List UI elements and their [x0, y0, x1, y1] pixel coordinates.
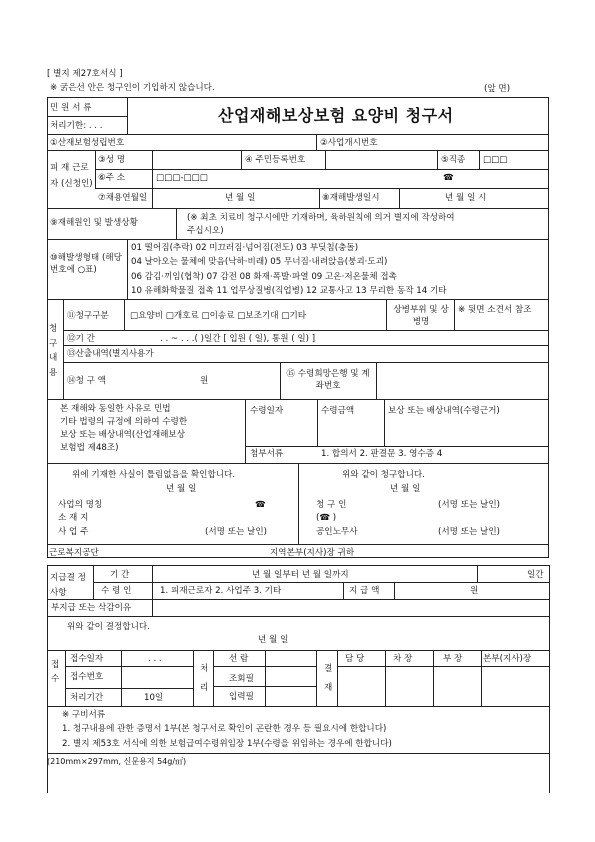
bank-label: ⑮ 수령희망은행 및 계좌번호	[286, 369, 370, 392]
hire-date-value: 년 월 일	[225, 193, 256, 203]
receipt-no-label: 접수번호	[70, 672, 104, 682]
accident-type-line: 04 날아오는 물체에 맞음(낙하·비래) 05 무너짐·내려앉음(붕괴·도괴)	[131, 257, 388, 267]
job-label: ⑤직종	[441, 155, 466, 165]
accident-type-line: 01 떨어짐(추락) 02 미끄러짐·넘어짐(전도) 03 부딪침(충돌)	[131, 243, 359, 253]
claim-category-label: ⑪청구구분	[67, 311, 109, 321]
claimant-seal: (서명 또는 날인)	[438, 500, 500, 510]
name-label: ③성 명	[98, 155, 126, 165]
payment-period-value: 년 월 일부터 년 월 일까지	[252, 570, 349, 580]
deadline-label: 처리기한: . . .	[50, 121, 103, 131]
period-label: ⑫기 간	[67, 334, 95, 344]
agency-name: 근로복지공단	[49, 548, 99, 558]
accident-type-label: ⑩해발생형태 (해당번호에 ○표)	[50, 253, 122, 276]
claimant-label: 청 구 인	[316, 500, 347, 510]
process-deadline-label: 처리기간	[70, 693, 104, 703]
cause-note-line1: (※ 최초 치료비 청구시에만 기재하며, 육하원칙에 의거 별지에 작성하여	[187, 213, 455, 223]
doc-item: 1. 청구내용에 관한 증명서 1부(본 청구서로 확인이 곤란한 경우 등 필요시에 한합니다)	[62, 724, 387, 734]
attachments-list: 1. 합의서 2. 판결문 3. 영수증 4	[321, 449, 443, 459]
paper-spec: (210mm×297mm, 신문용지 54g/㎡)	[47, 757, 187, 766]
comp-text: 기타 법령의 규정에 의하여 수령한	[60, 417, 188, 427]
role-deputy: 차 장	[393, 654, 413, 664]
receipt-date-label: 접수일자	[70, 654, 104, 664]
pay-amount-label: 지 급 액	[349, 586, 380, 596]
comp-text: 본 재해와 동일한 사유로 민법	[60, 404, 171, 414]
recipient-label: 수 령 인	[101, 586, 132, 596]
docs-title: ※ 구비서류	[62, 710, 106, 720]
reception-label: 민 원 서 류	[50, 103, 92, 113]
decision-text: 위와 같이 결정합니다.	[67, 622, 150, 632]
comp-text: 보험법 제48조)	[60, 443, 119, 453]
claim-side-label: 청 구 내 용	[49, 324, 58, 378]
attachments-label: 첨부서류	[250, 449, 284, 459]
injured-worker-label: 피 재 근로자 (신청인)	[50, 163, 93, 190]
resident-no-label: ④ 주민등록번호	[245, 155, 306, 165]
period-value: . . ~ . . .( )일간 [ 입원 ( 일), 통원 ( 일) ]	[160, 334, 316, 344]
role-staff: 담 당	[345, 654, 365, 664]
employer-seal: (서명 또는 날인)	[205, 527, 267, 537]
accident-date-label: ⑧재해발생일시	[322, 193, 380, 203]
form-number: [ 별지 제27호서식 ]	[47, 69, 123, 79]
addressee-label: 지역본부(지사)장 귀하	[270, 548, 355, 558]
cause-label: ⑨재해원인 및 발생상황	[50, 218, 138, 228]
back-note: ※ 뒷면 소견서 참조	[458, 305, 532, 315]
calc-label: ⑬산출내역(별지사용가	[67, 349, 154, 359]
insurance-no-label: ①산재보험성립번호	[50, 138, 125, 148]
accident-date-value: 년 월 일 시	[445, 193, 487, 203]
claim-options[interactable]: □요양비 □개호료 □이송료 □보조기대 □기타	[130, 311, 307, 321]
employer-label: 사 업 주	[58, 527, 89, 537]
received-amount-label: 수령금액	[321, 406, 355, 416]
receipt-side-label: 접 수	[51, 660, 60, 684]
hire-date-label: ⑦채용연월일	[98, 193, 148, 203]
receipt-date-value: . . .	[148, 654, 162, 664]
page-title: 산업재해보상보험 요양비 청구서	[218, 106, 454, 125]
phone-icon: ☎	[443, 173, 454, 183]
role-manager: 부 장	[443, 654, 463, 664]
role-head: 본부(지사)장	[483, 654, 532, 664]
location-label: 소 재 지	[58, 513, 89, 523]
read-label: 선 람	[229, 654, 249, 664]
reason-label: 부지급 또는 삭감이유	[51, 603, 132, 613]
amount-label: ⑭청 구 액	[67, 376, 106, 386]
labor-attorney-label: 공인노무사	[316, 527, 358, 537]
payment-label: 지급결 정사항	[50, 573, 86, 598]
employer-confirm-date: 년 월 일	[166, 484, 197, 494]
form-note: ※ 굵은선 안은 청구인이 기입하지 않습니다.	[50, 83, 215, 93]
payment-period-label: 기 간	[110, 570, 130, 580]
payment-days: 일간	[527, 570, 544, 580]
process-deadline-value: 10일	[144, 693, 164, 703]
job-value: □□□	[483, 155, 508, 165]
process-side-label: 처 리	[200, 664, 209, 693]
compensation-detail-label: 보상 또는 배상내역(수령근거)	[388, 406, 500, 416]
decision-date: 년 월 일	[258, 635, 289, 645]
business-start-label: ②사업개시번호	[320, 138, 378, 148]
phone-icon: ☎	[255, 500, 266, 510]
employer-confirm-text: 위에 기재한 사실이 틀림없음을 확인합니다.	[72, 470, 236, 480]
amount-unit: 원	[200, 376, 209, 386]
injury-part-label: 상병부위 및 상병명	[393, 305, 449, 328]
pay-amount-unit: 원	[470, 586, 479, 596]
input-label: 입력필	[229, 692, 254, 702]
comp-text: 보상 또는 배상내역(산업재해보상	[60, 430, 186, 440]
cause-note-line2: 주십시오)	[187, 226, 224, 236]
page-side: (앞 면)	[484, 84, 511, 94]
address-label: ⑥주 소	[98, 173, 126, 183]
accident-type-line: 10 유해화학물질 접촉 11 업무상질병(직업병) 12 교통사고 13 무리한 동작 14 기타	[131, 286, 447, 296]
check-label: 조회필	[229, 674, 254, 684]
received-date-label: 수령일자	[250, 406, 284, 416]
claim-confirm-text: 위와 같이 청구합니다.	[342, 470, 425, 480]
address-value: □□□-□□□	[156, 173, 208, 183]
business-name-label: 사업의 명칭	[58, 500, 103, 510]
claimant-phone: (☎ )	[316, 513, 337, 523]
approval-side-label: 결 재	[324, 664, 333, 693]
doc-item: 2. 별지 제53호 서식에 의한 보험급여수령위임장 1부(수령을 위임하는 경우에 한합니다)	[62, 739, 392, 749]
accident-type-line: 06 감김·끼임(협착) 07 감전 08 화재·폭발·파열 09 고온·저온물체 접촉	[131, 272, 397, 282]
recipient-options: 1. 피재근로자 2. 사업주 3. 기타	[160, 586, 282, 596]
claim-confirm-date: 년 월 일	[390, 484, 421, 494]
attorney-seal: (서명 또는 날인)	[438, 527, 500, 537]
